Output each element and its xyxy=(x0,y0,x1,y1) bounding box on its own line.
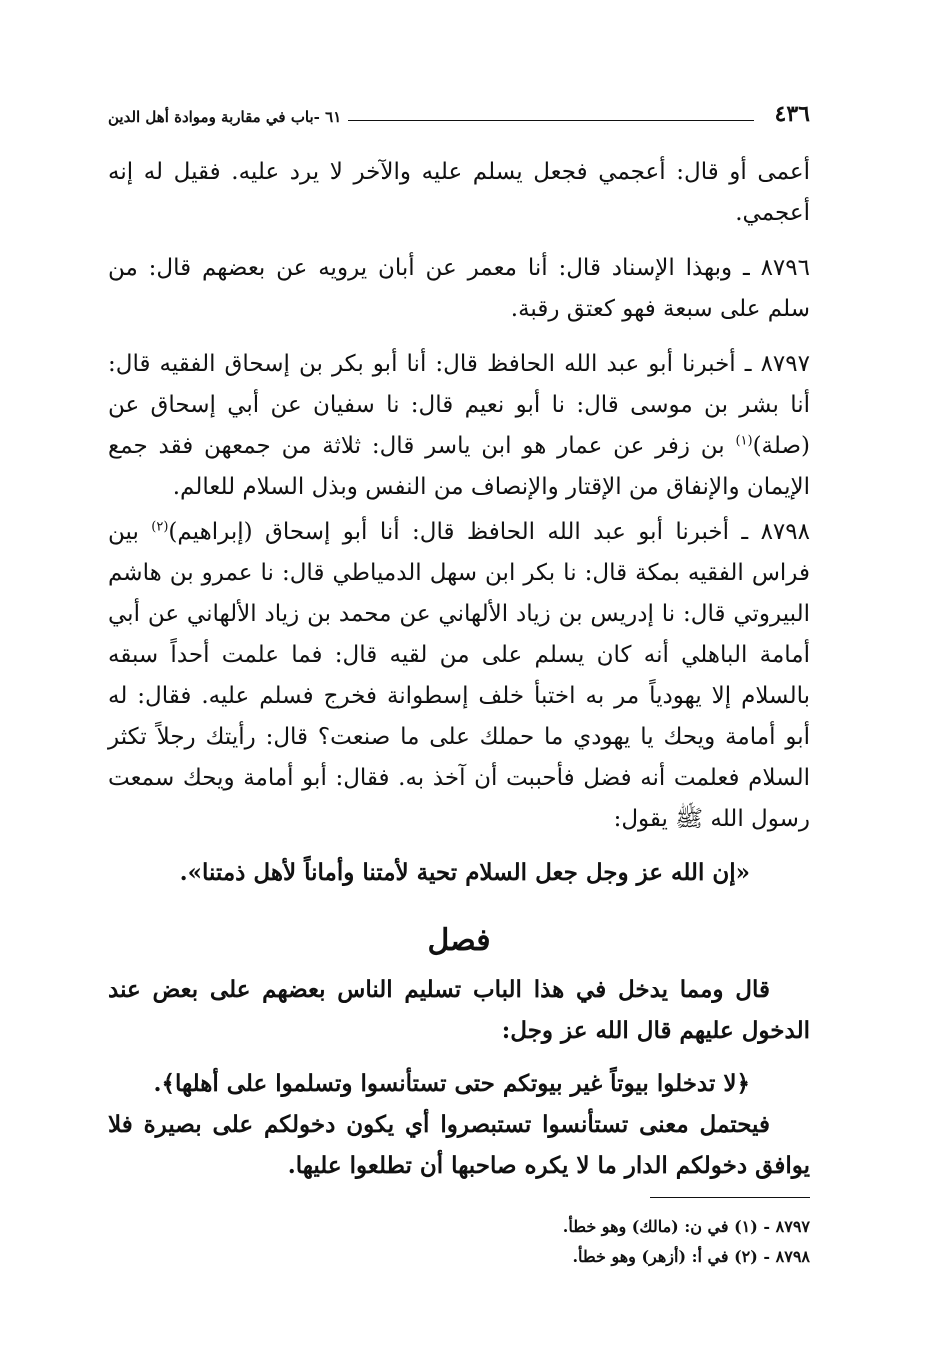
paragraph-8797-text-a: ٨٧٩٧ ـ أخبرنا أبو عبد الله الحافظ قال: أنا أبو بكر بن إسحاق الفقيه قال: أنا بشر بن موسى قال: نا أبو نعيم قال: نا سفيان عن أبي إسحاق عن (صلة) xyxy=(108,351,810,459)
paragraph-8798-text-b: بين فراس الفقيه بمكة قال: نا بكر ابن سهل الدمياطي قال: نا عمرو بن هاشم البيروتي قال: نا إدريس بن زياد الألهاني عن محمد بن زياد الألهاني عن أبي أمامة الباهلي أنه كان يسلم على من لقيه قال: فما علمت أحداً سبقه بالسلام إلا يهودياً مر به اختبأ خلف إسطوانة فخرج فسلم عليه. فقال: له أبو أمامة ويحك يا يهودي ما حملك على ما صنعت؟ قال: رأيتك رجلاً تكثر السلام فعلمت أنه فضل فأحببت أن آخذ به. فقال: أبو أمامة ويحك سمعت رسول الله ﷺ يقول: xyxy=(108,519,810,832)
paragraph-8796: ٨٧٩٦ ـ وبهذا الإسناد قال: أنا معمر عن أبان يرويه عن بعضهم قال: من سلم على سبعة فهو كعتق رقبة. xyxy=(108,255,810,322)
footnote-1: ٨٧٩٧ - (١) في ن: (مالك) وهو خطأ. xyxy=(562,1217,810,1236)
header-rule xyxy=(348,120,754,121)
paragraph-continuation: أعمى أو قال: أعجمي فجعل يسلم عليه والآخر لا يرد عليه. فقيل له إنه أعجمي. xyxy=(108,159,810,226)
body-text xyxy=(108,152,810,1186)
paragraph-section-intro: قال ومما يدخل في هذا الباب تسليم الناس بعضهم على بعض عند الدخول عليهم قال الله عز وجل: xyxy=(108,976,810,1044)
footnote-rule xyxy=(650,1197,810,1198)
page-header xyxy=(108,100,810,140)
footnote-ref-1: (١) xyxy=(735,433,753,449)
paragraph-8797 xyxy=(108,344,810,508)
page-number: ٤٣٦ xyxy=(774,101,810,127)
hadith-quote: «إن الله عز وجل جعل السلام تحية لأمتنا وأماناً لأهل ذمتنا». xyxy=(179,859,750,886)
paragraph-8798-text-a: ٨٧٩٨ ـ أخبرنا أبو عبد الله الحافظ قال: أنا أبو إسحاق (إبراهيم) xyxy=(168,519,810,545)
section-heading: فصل xyxy=(427,923,491,958)
footnote-2: ٨٧٩٨ - (٢) في أ: (أزهر) وهو خطأ. xyxy=(572,1247,810,1266)
paragraph-section-explanation: فيحتمل معنى تستأنسوا تستبصروا أي يكون دخولكم على بصيرة فلا يوافق دخولكم الدار ما لا يكره صاحبها أن تطلعوا عليها. xyxy=(108,1111,810,1179)
footnote-ref-2: (٢) xyxy=(151,519,169,535)
footnotes xyxy=(130,1212,810,1272)
paragraph-8797-text-b: بن زفر عن عمار هو ابن ياسر قال: ثلاثة من جمعهن فقد جمع الإيمان والإنفاق من الإقتار والإنصاف من النفس وبذل السلام للعالم. xyxy=(108,433,810,500)
paragraph-8798 xyxy=(108,512,810,840)
running-title: ٦١ -باب في مقاربة وموادة أهل الدين xyxy=(108,108,342,126)
quran-quote: ﴿لا تدخلوا بيوتاً غير بيوتكم حتى تستأنسوا وتسلموا على أهلها﴾. xyxy=(153,1070,750,1097)
